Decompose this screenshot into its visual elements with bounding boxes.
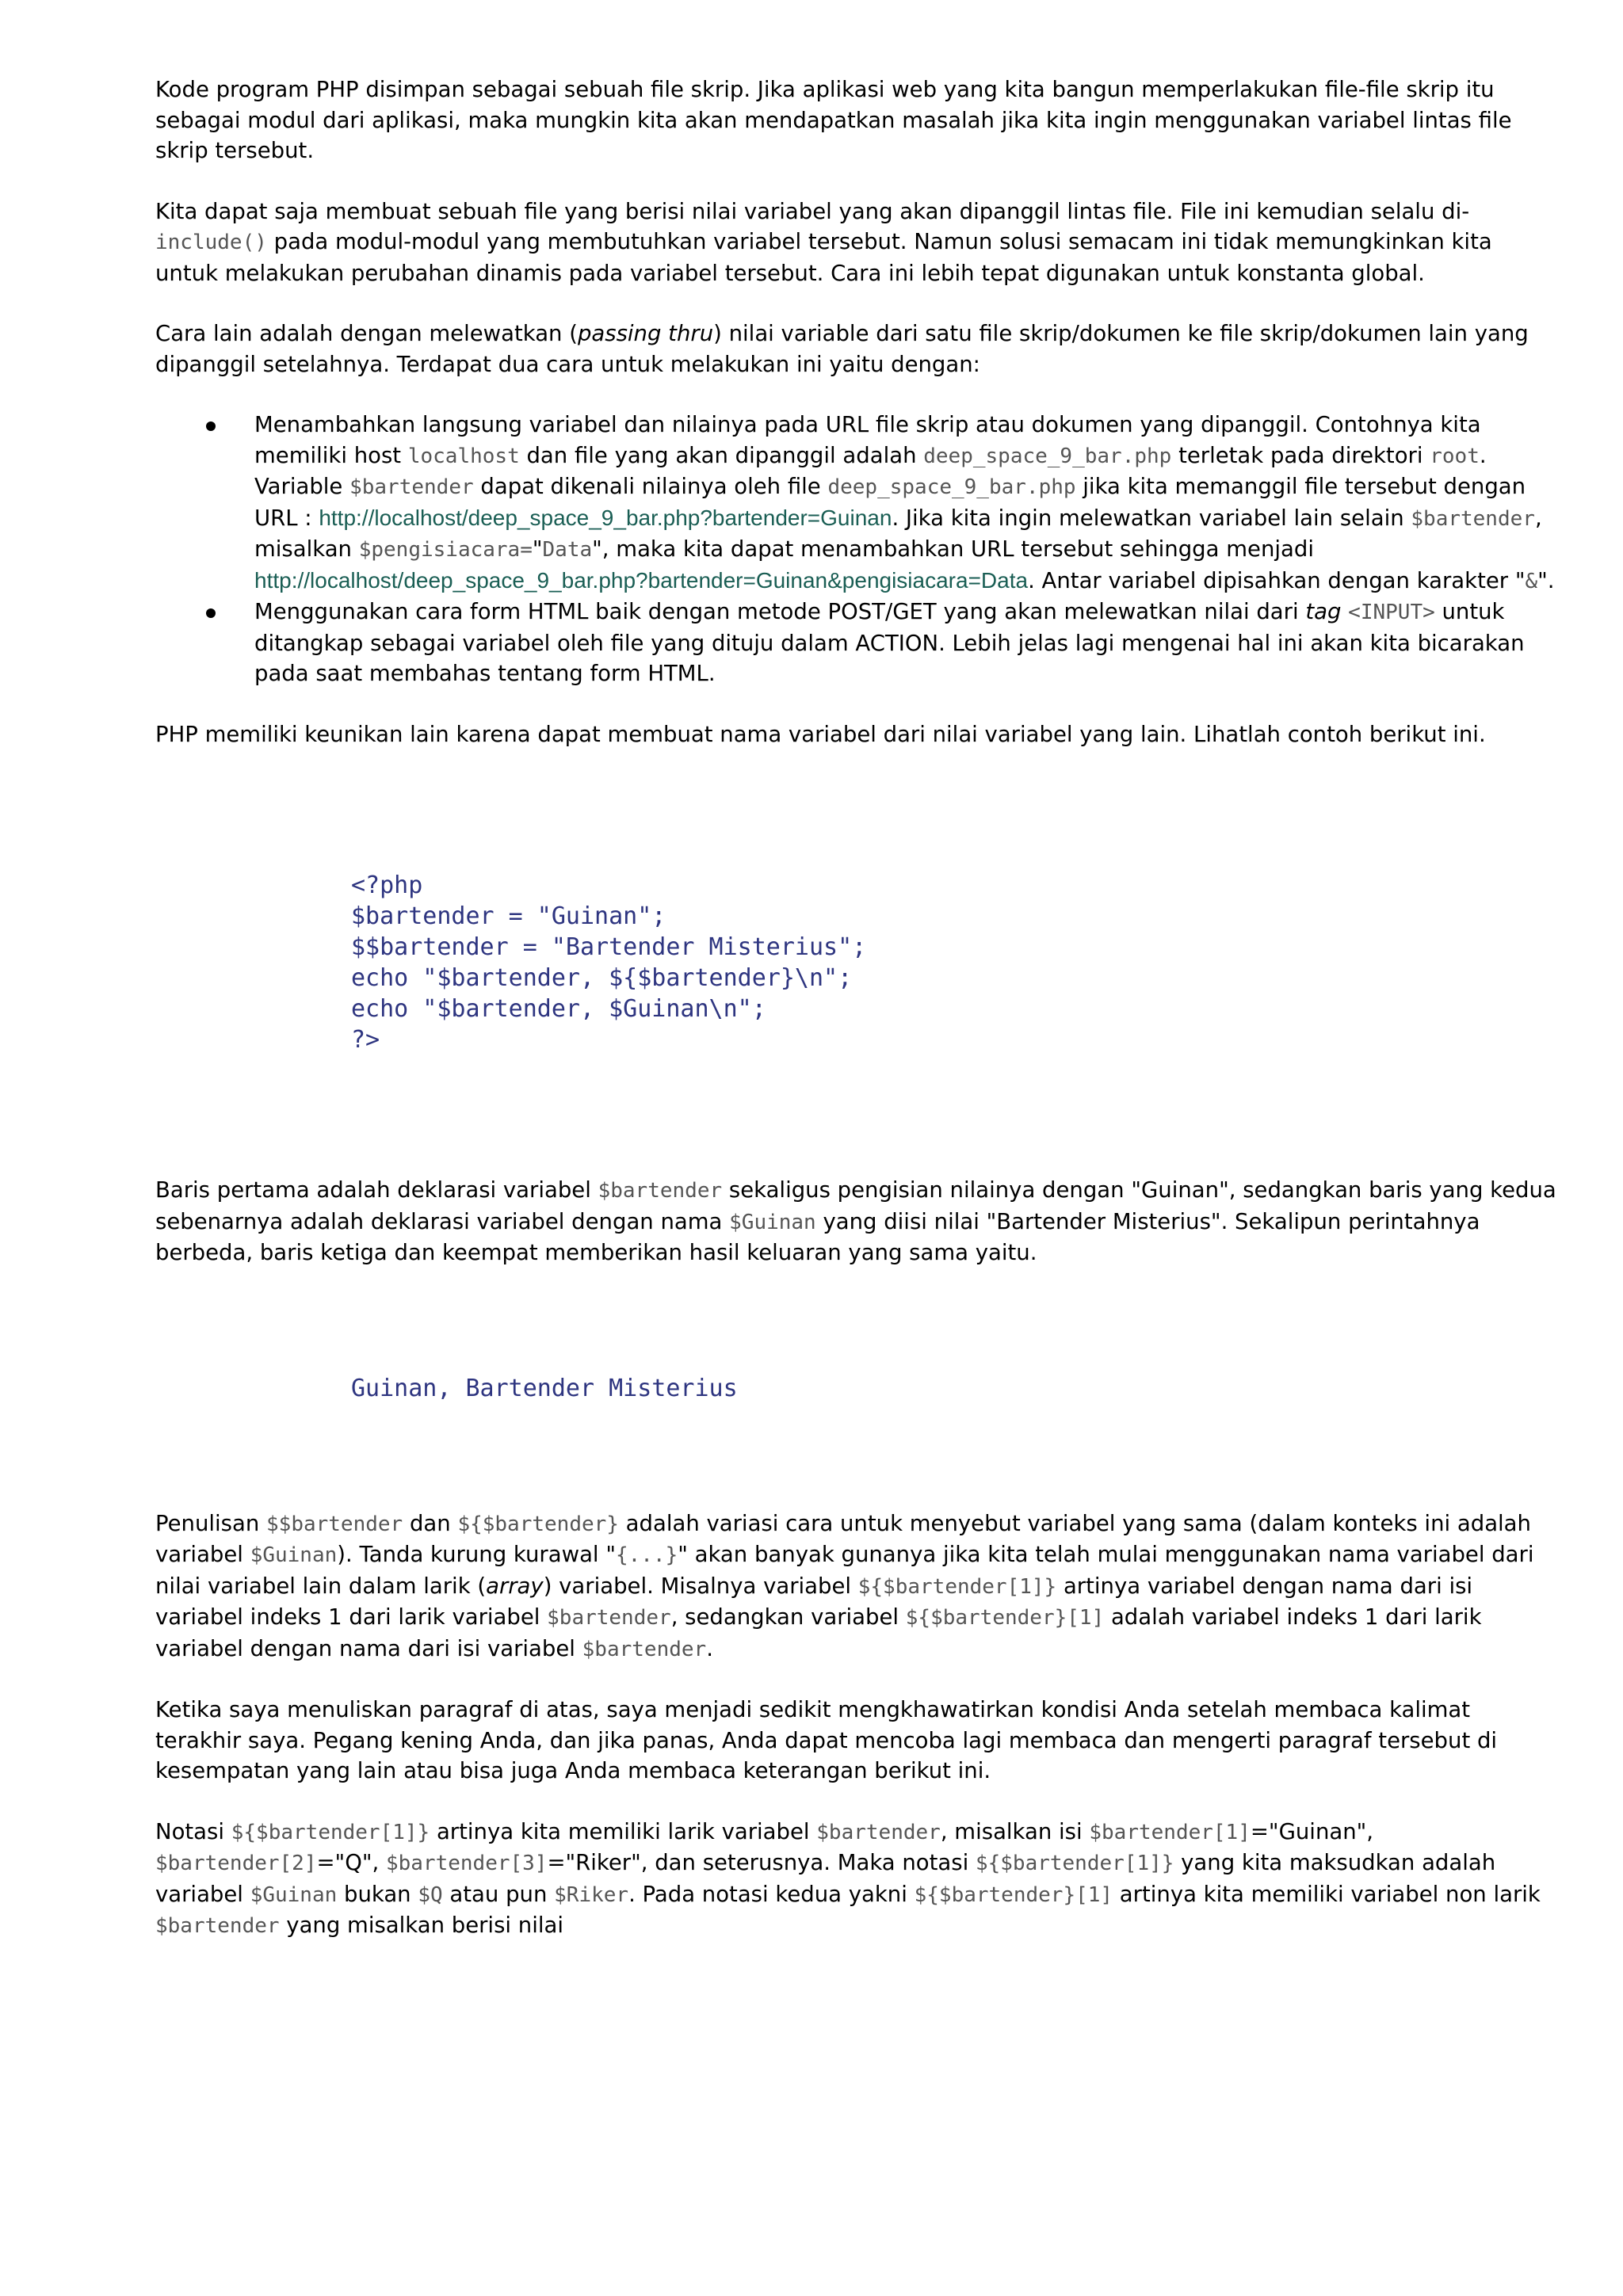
inline-code: {...} <box>615 1543 678 1567</box>
inline-code: $bartender <box>547 1606 671 1630</box>
text: " <box>532 536 543 562</box>
paragraph-2 <box>155 196 1558 289</box>
text: artinya kita memiliki variabel non larik <box>1113 1881 1541 1907</box>
inline-code: ${$bartender[1]} <box>975 1852 1174 1875</box>
inline-code: deep_space_9_bar.php <box>827 475 1076 499</box>
inline-code: $bartender[1] <box>1089 1820 1251 1844</box>
text: ="Riker", dan seterusnya. Maka notasi <box>547 1850 976 1875</box>
text: ", maka kita dapat menambahkan URL tersebut sehingga menjadi <box>592 536 1314 562</box>
inline-code: $Guinan <box>250 1543 338 1567</box>
text: terletak pada direktori <box>1171 442 1430 468</box>
inline-code: $bartender[2] <box>155 1852 317 1875</box>
inline-code: $pengisiacara= <box>358 538 533 562</box>
text: Notasi <box>155 1818 231 1844</box>
bullet-item-url <box>155 410 1558 597</box>
inline-code: ${$bartender}[1] <box>905 1606 1105 1630</box>
text: Kita dapat saja membuat sebuah file yang berisi nilai variabel yang akan dipanggil lintas file. File ini kemudian selalu di- <box>155 198 1470 224</box>
text: artinya variabel dengan nama dari isi variabel indeks 1 dari larik variabel <box>155 1573 1473 1630</box>
inline-code: $Riker <box>554 1882 629 1907</box>
text: dan <box>403 1510 458 1536</box>
bullet-dot-icon <box>206 608 216 618</box>
inline-code: $bartender[3] <box>385 1852 548 1875</box>
text: , sedangkan variabel <box>670 1604 906 1630</box>
text: . Antar variabel dipisahkan dengan karakter " <box>1028 567 1526 593</box>
text: Penulisan <box>155 1510 267 1536</box>
text: pada modul-modul yang membutuhkan variabel tersebut. Namun solusi semacam ini tidak memungkinkan kita untuk melakukan perubahan dinamis pada variabel tersebut. Cara ini lebih tepat digunakan untuk konstanta global. <box>155 229 1492 286</box>
paragraph-7: Ketika saya menuliskan paragraf di atas, saya menjadi sedikit mengkhawatirkan kondisi Anda setelah membaca kalimat terakhir saya. Pegang kening Anda, dan jika panas, Anda dapat mencoba lagi membaca dan mengerti paragraf tersebut di kesempatan yang lain atau bisa juga Anda membaca keterangan berikut ini. <box>155 1697 1498 1783</box>
text: yang kita maksudkan adalah variabel <box>155 1850 1496 1907</box>
text: adalah variabel indeks 1 dari larik variabel dengan nama dari isi variabel <box>155 1604 1482 1661</box>
text: dan file yang akan dipanggil adalah <box>519 442 924 468</box>
text: . Variable <box>254 442 1487 499</box>
inline-code: root <box>1430 444 1480 468</box>
inline-code: & <box>1525 569 1538 593</box>
code-block-output: Guinan, Bartender Misterius <box>351 1374 738 1402</box>
url-link[interactable]: http://localhost/deep_space_9_bar.php?bartender=Guinan&pengisiacara=Data <box>254 567 1029 593</box>
text: . <box>706 1635 713 1661</box>
bullet-list <box>155 410 1558 689</box>
inline-code: <INPUT> <box>1348 601 1435 624</box>
text: bukan <box>337 1881 418 1907</box>
text: yang diisi nilai "Bartender Misterius". Sekalipun perintahnya berbeda, baris ketiga dan keempat memberikan hasil keluaran yang sama yaitu. <box>155 1208 1480 1265</box>
emphasis: passing thru <box>577 321 714 346</box>
text: dapat dikenali nilainya oleh file <box>473 474 828 499</box>
inline-code: $bartender <box>582 1637 707 1661</box>
text: artinya kita memiliki larik variabel <box>430 1818 817 1844</box>
inline-code: include() <box>155 231 267 254</box>
inline-code: ${$bartender} <box>457 1512 619 1536</box>
paragraph-3 <box>155 318 1558 379</box>
inline-code: Data <box>542 538 593 562</box>
inline-code: $bartender <box>1411 506 1535 531</box>
inline-code: $bartender <box>598 1179 723 1203</box>
text: sekaligus pengisian nilainya dengan "Guinan", sedangkan baris yang kedua sebenarnya adalah deklarasi variabel dengan nama <box>155 1177 1556 1234</box>
document-page <box>155 74 1558 1942</box>
text: atau pun <box>442 1881 555 1907</box>
paragraph-4: PHP memiliki keunikan lain karena dapat membuat nama variabel dari nilai variabel yang lain. Lihatlah contoh berikut ini. <box>155 721 1486 747</box>
text: ="Guinan", <box>1250 1818 1374 1844</box>
inline-code: $$bartender <box>266 1512 403 1536</box>
text: ). Tanda kurung kurawal " <box>337 1542 616 1567</box>
inline-code: $bartender <box>155 1914 280 1938</box>
text: " akan banyak gunanya jika kita telah mulai menggunakan nama variabel dari nilai variabel lain dalam larik ( <box>155 1542 1534 1599</box>
url-link[interactable]: http://localhost/deep_space_9_bar.php?bartender=Guinan <box>319 505 892 530</box>
paragraph-6 <box>155 1508 1558 1665</box>
inline-code: $bartender <box>816 1820 941 1844</box>
text: ="Q", <box>316 1850 386 1875</box>
paragraph-1: Kode program PHP disimpan sebagai sebuah file skrip. Jika aplikasi web yang kita bangun memperlakukan file-file skrip itu sebagai modul dari aplikasi, maka mungkin kita akan mendapatkan masalah jika kita ingin menggunakan variabel lintas file skrip tersebut. <box>155 77 1512 163</box>
text: ". <box>1537 567 1555 593</box>
inline-code: $Guinan <box>250 1882 338 1907</box>
inline-code: localhost <box>407 444 520 468</box>
inline-code: ${$bartender[1]} <box>857 1574 1057 1599</box>
text: jika kita memanggil file tersebut dengan URL : <box>254 474 1526 531</box>
code-block-php: <?php $bartender = "Guinan"; $$bartender = "Bartender Misterius"; echo "$bartender, ${$bartender}\n"; echo "$bartender, $Guinan\n"; ?> <box>351 871 867 1054</box>
text: yang misalkan berisi nilai <box>279 1913 563 1938</box>
text: . Jika kita ingin melewatkan variabel lain selain <box>892 505 1411 531</box>
text: adalah variasi cara untuk menyebut variabel yang sama (dalam konteks ini adalah variabel <box>155 1510 1531 1567</box>
text: , misalkan <box>254 505 1542 562</box>
emphasis: tag <box>1305 599 1342 624</box>
paragraph-8 <box>155 1817 1558 1942</box>
inline-code: $bartender <box>349 475 474 499</box>
bullet-item-form <box>155 597 1558 689</box>
inline-code: $Q <box>418 1882 443 1907</box>
text: , misalkan isi <box>940 1818 1090 1844</box>
text <box>1341 599 1348 624</box>
text: Cara lain adalah dengan melewatkan ( <box>155 321 578 346</box>
text: Menggunakan cara form HTML baik dengan metode POST/GET yang akan melewatkan nilai dari <box>254 599 1306 624</box>
text: untuk ditangkap sebagai variabel oleh file yang dituju dalam ACTION. Lebih jelas lagi mengenai hal ini akan kita bicarakan pada saat membahas tentang form HTML. <box>254 599 1525 686</box>
inline-code: ${$bartender[1]} <box>231 1820 430 1844</box>
text: Menambahkan langsung variabel dan nilainya pada URL file skrip atau dokumen yang dipanggil. Contohnya kita memiliki host <box>254 412 1481 468</box>
text: ) nilai variable dari satu file skrip/dokumen ke file skrip/dokumen lain yang dipanggil setelahnya. Terdapat dua cara untuk melakukan ini yaitu dengan: <box>155 321 1529 377</box>
inline-code: $Guinan <box>729 1210 816 1234</box>
bullet-dot-icon <box>206 421 216 431</box>
text: ) variabel. Misalnya variabel <box>543 1573 858 1599</box>
text: Baris pertama adalah deklarasi variabel <box>155 1177 598 1203</box>
inline-code: ${$bartender}[1] <box>914 1882 1113 1907</box>
inline-code: deep_space_9_bar.php <box>923 444 1172 468</box>
text: . Pada notasi kedua yakni <box>628 1881 915 1907</box>
emphasis: array <box>486 1573 544 1599</box>
paragraph-5 <box>155 1175 1558 1268</box>
